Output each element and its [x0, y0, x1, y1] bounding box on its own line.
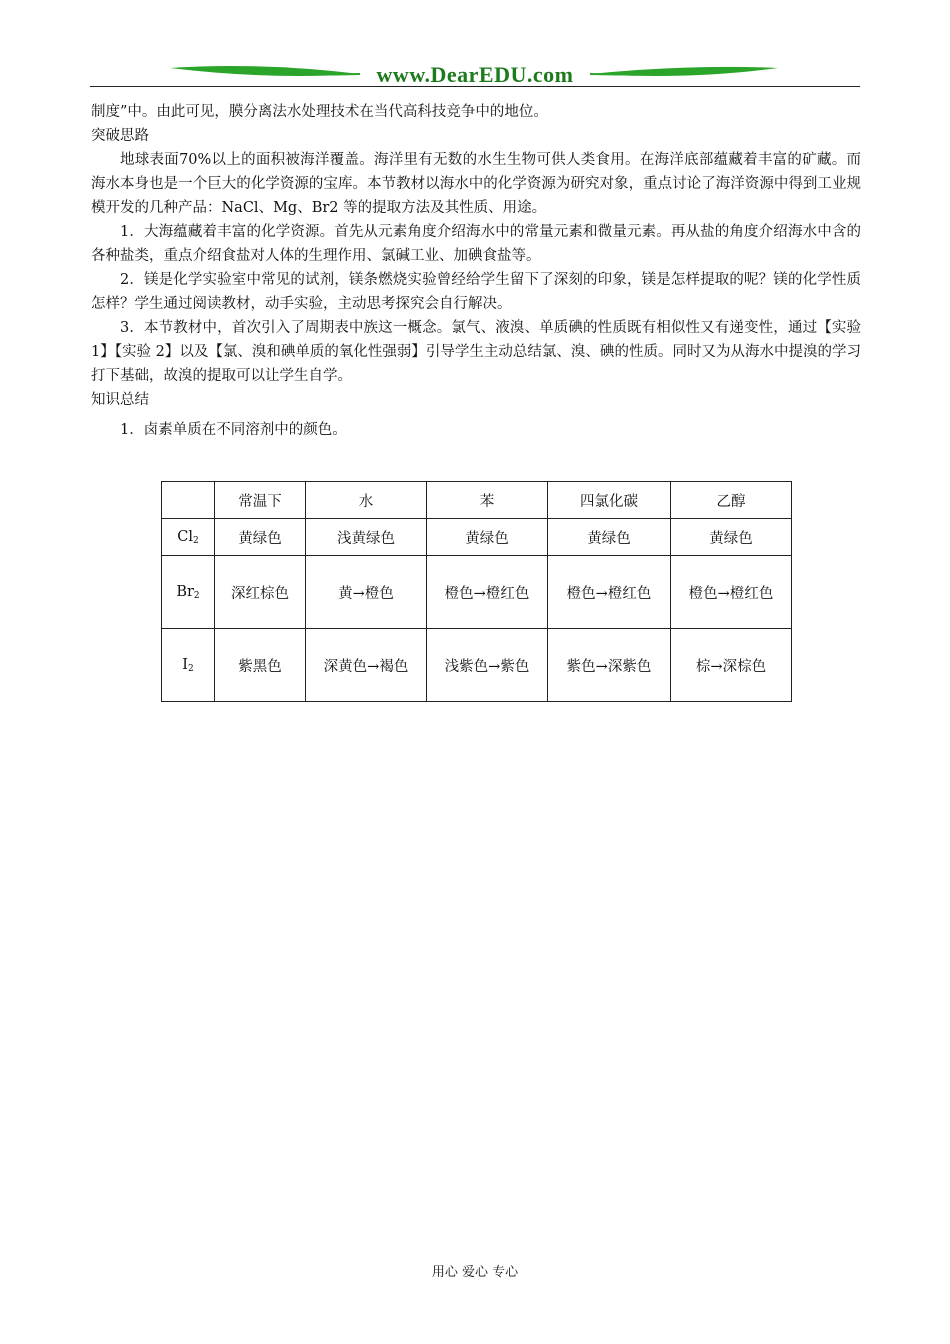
paragraph-ocean: 地球表面70%以上的面积被海洋覆盖。海洋里有无数的水生生物可供人类食用。在海洋底部蕴藏着丰富的矿藏。而海水本身也是一个巨大的化学资源的宝库。本节教材以海水中的化学资源为研究对象，重点讨论了海洋资源中得到工业规模开发的几种产品：NaCl、Mg、Br2 等的提取方法及其性质、用途。 — [91, 152, 861, 216]
element-symbol — [162, 556, 215, 629]
symbol-text: Cl — [177, 528, 193, 545]
section-heading-breakthrough: 突破思路 — [91, 128, 149, 144]
table-cell: 紫色→深紫色 — [548, 629, 671, 702]
paragraph-item-2: 2．镁是化学实验室中常见的试剂，镁条燃烧实验曾经给学生留下了深刻的印象，镁是怎样提取的呢？镁的化学性质怎样？学生通过阅读教材，动手实验，主动思考探究会自行解决。 — [91, 272, 861, 312]
document-body — [91, 100, 861, 442]
table-cell: 黄→橙色 — [306, 556, 427, 629]
paragraph-item-3: 3．本节教材中，首次引入了周期表中族这一概念。氯气、液溴、单质碘的性质既有相似性又有递变性，通过【实验 1】【实验 2】以及【氯、溴和碘单质的氧化性强弱】引导学生主动总结氯、溴、碘的性质。同时又为从海水中提溴的学习打下基础，故溴的提取可以让学生自学。 — [91, 320, 861, 384]
table-cell: 橙色→橙红色 — [427, 556, 548, 629]
table-row — [162, 556, 792, 629]
lead-line: 制度”中。由此可见，膜分离法水处理技术在当代高科技竞争中的地位。 — [91, 104, 548, 120]
table-cell: 黄绿色 — [671, 519, 792, 556]
table-header-cell — [162, 482, 215, 519]
section-heading-summary: 知识总结 — [91, 392, 149, 408]
table-header-row — [162, 482, 792, 519]
table-header-cell: 四氯化碳 — [548, 482, 671, 519]
table-header-cell: 苯 — [427, 482, 548, 519]
table-header-cell: 常温下 — [215, 482, 306, 519]
table-cell: 黄绿色 — [427, 519, 548, 556]
table-row — [162, 519, 792, 556]
table-cell: 深黄色→褐色 — [306, 629, 427, 702]
table-cell: 橙色→橙红色 — [671, 556, 792, 629]
table-cell: 棕→深棕色 — [671, 629, 792, 702]
table-cell: 浅黄绿色 — [306, 519, 427, 556]
summary-item-1: 1．卤素单质在不同溶剂中的颜色。 — [120, 422, 347, 438]
page-footer: 用心 爱心 专心 — [431, 1265, 519, 1280]
element-symbol — [162, 629, 215, 702]
symbol-subscript: 2 — [188, 663, 194, 674]
table-header-cell: 水 — [306, 482, 427, 519]
symbol-text: Br — [176, 583, 194, 600]
table-cell: 紫黑色 — [215, 629, 306, 702]
site-logo: www.DearEDU.com — [376, 62, 574, 87]
symbol-text: I — [182, 656, 188, 673]
table-cell: 黄绿色 — [215, 519, 306, 556]
symbol-subscript: 2 — [193, 590, 200, 601]
table-cell: 深红棕色 — [215, 556, 306, 629]
element-symbol — [162, 519, 215, 556]
table-cell: 黄绿色 — [548, 519, 671, 556]
header-rule — [90, 86, 860, 87]
paragraph-item-1: 1．大海蕴藏着丰富的化学资源。首先从元素角度介绍海水中的常量元素和微量元素。再从盐的角度介绍海水中含的各种盐类，重点介绍食盐对人体的生理作用、氯碱工业、加碘食盐等。 — [91, 224, 861, 264]
site-header — [90, 60, 860, 90]
table-header-cell: 乙醇 — [671, 482, 792, 519]
table-cell: 橙色→橙红色 — [548, 556, 671, 629]
symbol-subscript: 2 — [193, 535, 199, 546]
table-cell: 浅紫色→紫色 — [427, 629, 548, 702]
table-row — [162, 629, 792, 702]
halogen-color-table — [161, 481, 792, 702]
